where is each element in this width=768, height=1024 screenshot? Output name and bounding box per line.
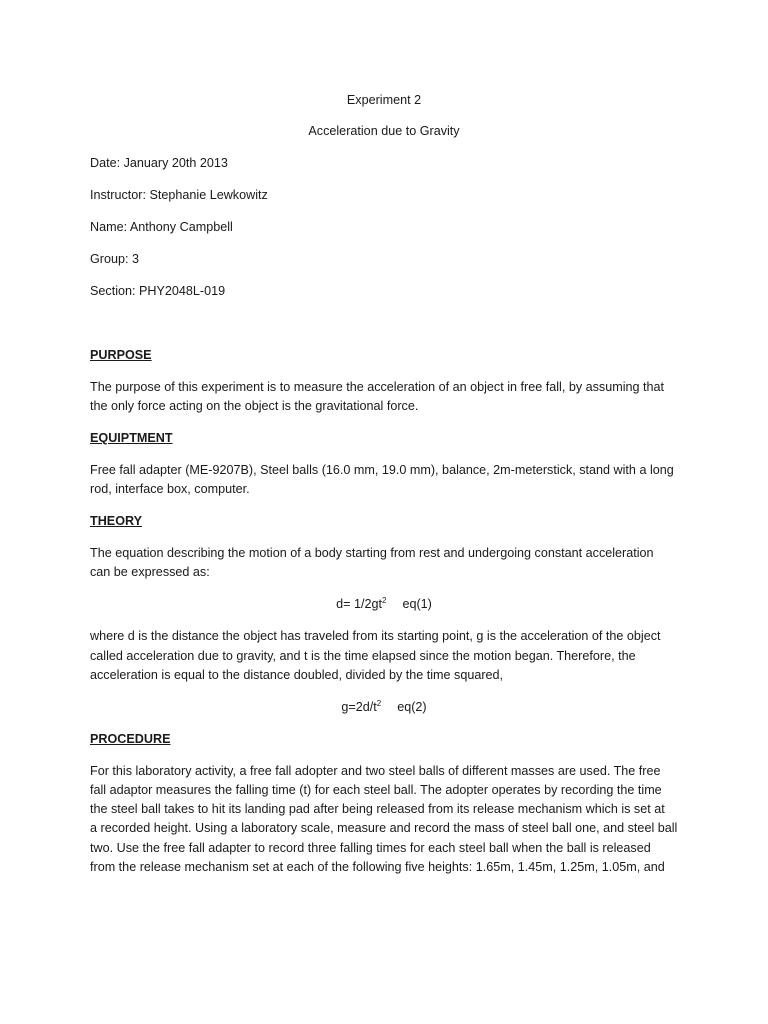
equation-2-expression: g=2d/t — [341, 700, 377, 714]
experiment-number: Experiment 2 — [346, 93, 422, 107]
purpose-heading: PURPOSE — [90, 348, 152, 362]
procedure-text-line-6: from the release mechanism set at each of the following five heights: 1.65m, 1.45m, 1.25m, 1.05m, and — [90, 860, 665, 874]
procedure-text-line-4: a recorded height. Using a laboratory scale, measure and record the mass of steel ball one, and steel ball — [90, 821, 678, 835]
procedure-text-line-2: fall adaptor measures the falling time (t) for each steel ball. The adopter operates by recording the time — [90, 783, 662, 797]
equation-2-exponent: 2 — [376, 699, 382, 708]
equation-2-tag: eq(2) — [397, 700, 427, 714]
equation-1-tag: eq(1) — [402, 597, 432, 611]
procedure-text-line-5: two. Use the free fall adapter to record three falling times for each steel ball when the ball is released — [90, 841, 651, 855]
procedure-heading: PROCEDURE — [90, 732, 171, 746]
section-line: Section: PHY2048L-019 — [90, 284, 226, 298]
equation-1 — [0, 594, 768, 614]
theory-text-line-2: can be expressed as: — [90, 565, 210, 579]
theory-heading: THEORY — [90, 514, 143, 528]
theory-text-line-5: acceleration is equal to the distance doubled, divided by the time squared, — [90, 668, 504, 682]
name-line: Name: Anthony Campbell — [90, 220, 233, 234]
equipment-text-line-2: rod, interface box, computer. — [90, 482, 250, 496]
theory-text-line-4: called acceleration due to gravity, and t is the time elapsed since the motion began. Therefore, the — [90, 649, 636, 663]
document-title: Acceleration due to Gravity — [308, 124, 460, 138]
equipment-text-line-1: Free fall adapter (ME-9207B), Steel balls (16.0 mm, 19.0 mm), balance, 2m-meterstick, stand with a long — [90, 463, 674, 477]
date-line: Date: January 20th 2013 — [90, 156, 228, 170]
procedure-text-line-3: the steel ball takes to hit its landing pad after being released from its release mechanism which is set at — [90, 802, 665, 816]
theory-text-line-3: where d is the distance the object has traveled from its starting point, g is the acceleration of the object — [90, 629, 661, 643]
theory-text-line-1: The equation describing the motion of a body starting from rest and undergoing constant acceleration — [90, 546, 654, 560]
purpose-text-line-1: The purpose of this experiment is to measure the acceleration of an object in free fall, by assuming that — [90, 380, 665, 394]
purpose-text-line-2: the only force acting on the object is the gravitational force. — [90, 399, 419, 413]
equation-2 — [0, 697, 768, 717]
group-line: Group: 3 — [90, 252, 140, 266]
equation-1-exponent: 2 — [382, 596, 387, 605]
equation-1-expression: d= 1/2gt — [336, 597, 382, 611]
instructor-line: Instructor: Stephanie Lewkowitz — [90, 188, 268, 202]
procedure-text-line-1: For this laboratory activity, a free fall adopter and two steel balls of different masses are used. The free — [90, 764, 661, 778]
equipment-heading: EQUIPTMENT — [90, 431, 173, 445]
